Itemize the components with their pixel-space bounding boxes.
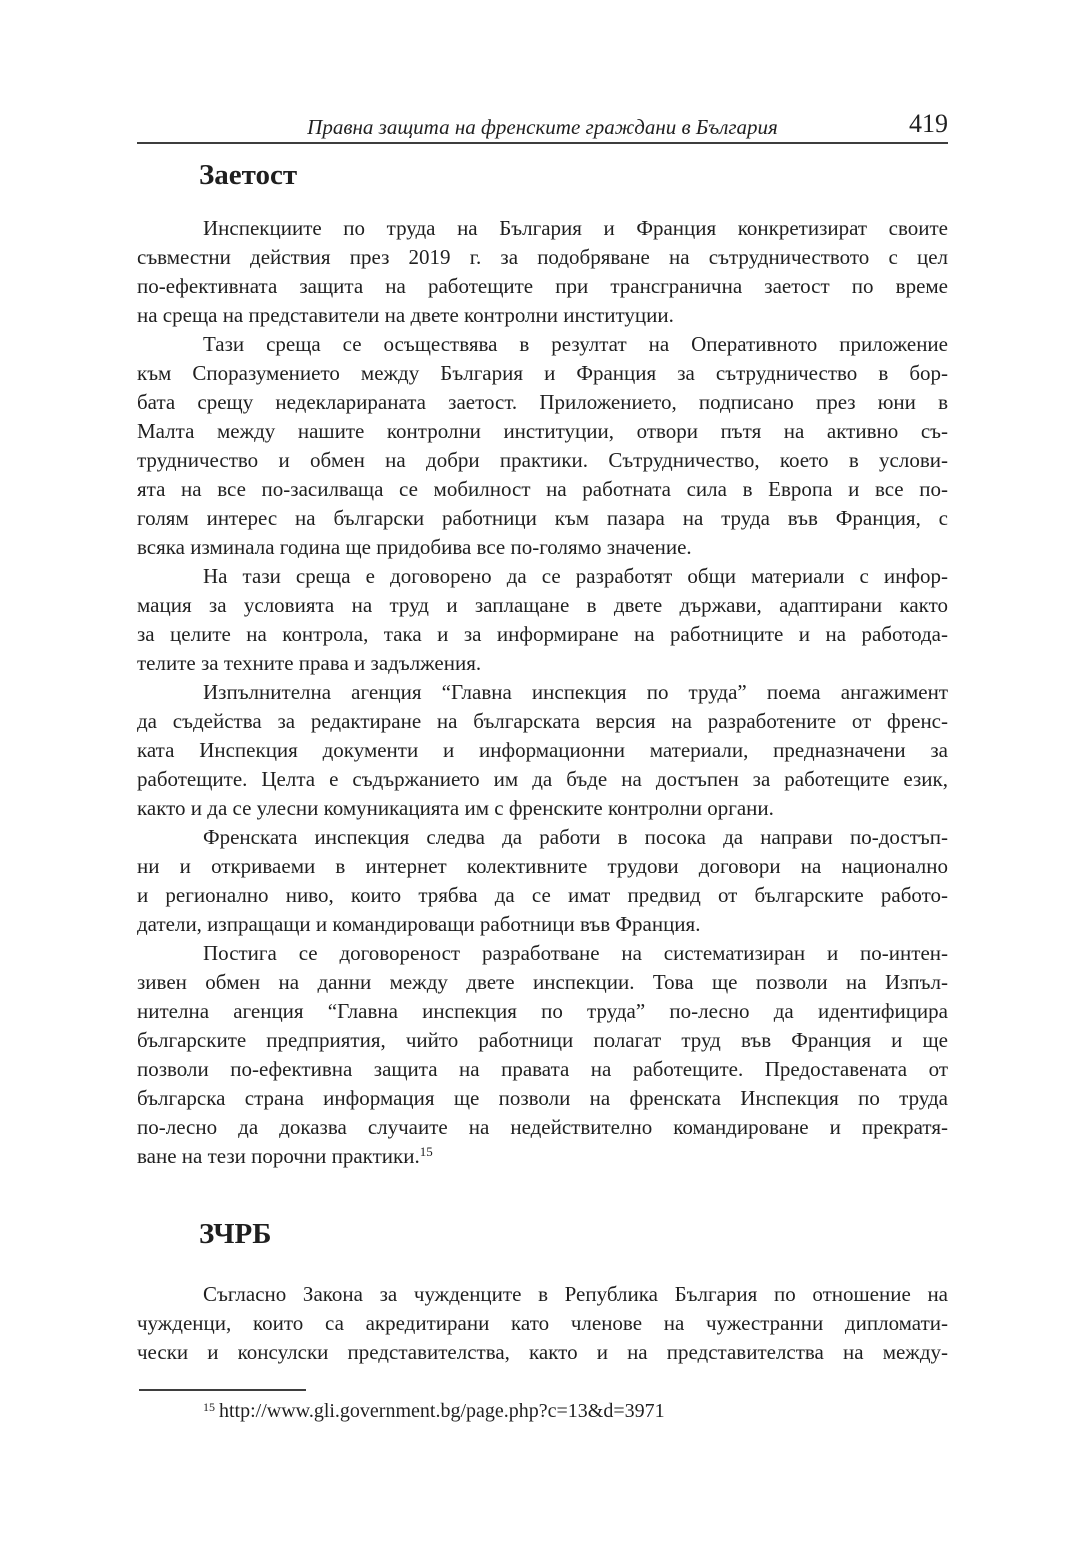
text-line: Съгласно Закона за чужденците в Република България по отношение на (203, 1282, 948, 1306)
text-line: за целите на контрола, така и за информиране на работниците и на работода- (137, 622, 948, 646)
footnote-reference: 15 (419, 1144, 433, 1159)
text-line: бата срещу недекларираната заетост. Приложението, подписано през юни в (137, 390, 948, 414)
paragraph (137, 823, 948, 939)
text-line: както и да се улесни комуникацията им с френските контролни органи. (137, 796, 774, 820)
text-line: съвместни действия през 2019 г. за подобряване на сътрудничеството с цел (137, 245, 948, 269)
text-line: телите за техните права и задължения. (137, 651, 482, 675)
text-line: Постига се договореност разработване на систематизиран и по-интен- (203, 941, 948, 965)
text-line: нителна агенция “Главна инспекция по труда” по-лесно да идентифицира (137, 999, 948, 1023)
text-line: по-ефективната защита на работещите при трансгранична заетост по време (137, 274, 948, 298)
text-line: работещите. Целта е съдържанието им да бъде на достъпен за работещите език, (137, 767, 948, 791)
section-heading-zchrb: ЗЧРБ (199, 1218, 272, 1250)
text-line: голям интерес на български работници към пазара на труда във Франция, с (137, 506, 948, 530)
text-line: Френската инспекция следва да работи в посока да направи по-достъп- (203, 825, 948, 849)
text-line: да съдейства за редактиране на българската версия на разработените от френс- (137, 709, 948, 733)
text-line: чужденци, които са акредитирани като членове на чужестранни дипломати- (137, 1311, 948, 1335)
text-line: всяка изминала година ще придобива все по-голямо значение. (137, 535, 692, 559)
paragraph (137, 1280, 948, 1367)
text-line: ята на все по-засилваща се мобилност на работната сила в Европа и все по- (137, 477, 948, 501)
text-line: мация за условията на труд и заплащане в двете държави, адаптирани както (137, 593, 948, 617)
text-line: българска страна информация ще позволи на френската Инспекция по труда (137, 1086, 948, 1110)
footnote-divider (139, 1389, 306, 1391)
paragraph (137, 214, 948, 330)
text-line: Изпълнителна агенция “Главна инспекция по труда” поема ангажимент (203, 680, 948, 704)
footnote (137, 1398, 948, 1424)
text-line: ни и откриваеми в интернет колективните трудови договори на национално (137, 854, 948, 878)
paragraph (137, 678, 948, 823)
paragraph (137, 330, 948, 562)
text-line: датели, изпращащи и командироващи работници във Франция. (137, 912, 701, 936)
running-header-title: Правна защита на френските граждани в България (307, 115, 778, 139)
text-line: трудничество и обмен на добри практики. Сътрудничество, което в услови- (137, 448, 948, 472)
text-line: позволи по-ефективна защита на правата на работещите. Предоставената от (137, 1057, 948, 1081)
text-line: Малта между нашите контролни институции, отвори пътя на активно съ- (137, 419, 948, 443)
text-line: чески и консулски представителства, както и на представителства на между- (137, 1340, 948, 1364)
text-line: към Споразумението между България и Франция за сътрудничество в бор- (137, 361, 948, 385)
text-line: ката Инспекция документи и информационни материали, предназначени за (137, 738, 948, 762)
text-line: ване на тези порочни практики.$^{15}$ (137, 1144, 433, 1168)
text-line: и регионално ниво, които трябва да се имат предвид от българските работо- (137, 883, 948, 907)
text-line: Инспекциите по труда на България и Франция конкретизират своите (203, 216, 948, 240)
text-line: българските предприятия, чийто работници полагат труд във Франция и ще (137, 1028, 948, 1052)
page-number: 419 (909, 109, 948, 138)
section-employment-paragraphs (137, 214, 948, 1171)
text-line: На тази среща е договорено да се разработят общи материали с инфор- (203, 564, 948, 588)
text-line: зивен обмен на данни между двете инспекции. Това ще позволи на Изпъл- (137, 970, 948, 994)
section-heading-employment: Заетост (199, 159, 298, 191)
section-zchrb-paragraphs (137, 1280, 948, 1367)
text-line: на среща на представители на двете контролни институции. (137, 303, 674, 327)
text-line: по-лесно да доказва случаите на недействително командироване и прекратя- (137, 1115, 948, 1139)
text-line: Тази среща се осъществява в резултат на Оперативното приложение (203, 332, 948, 356)
paragraph (137, 939, 948, 1171)
running-header (137, 109, 948, 144)
paragraph (137, 562, 948, 678)
header-divider (137, 142, 948, 144)
footnote-url: http://www.gli.government.bg/page.php?c=13&d=3971 (219, 1400, 665, 1422)
footnote-marker: 15 (203, 1400, 215, 1414)
